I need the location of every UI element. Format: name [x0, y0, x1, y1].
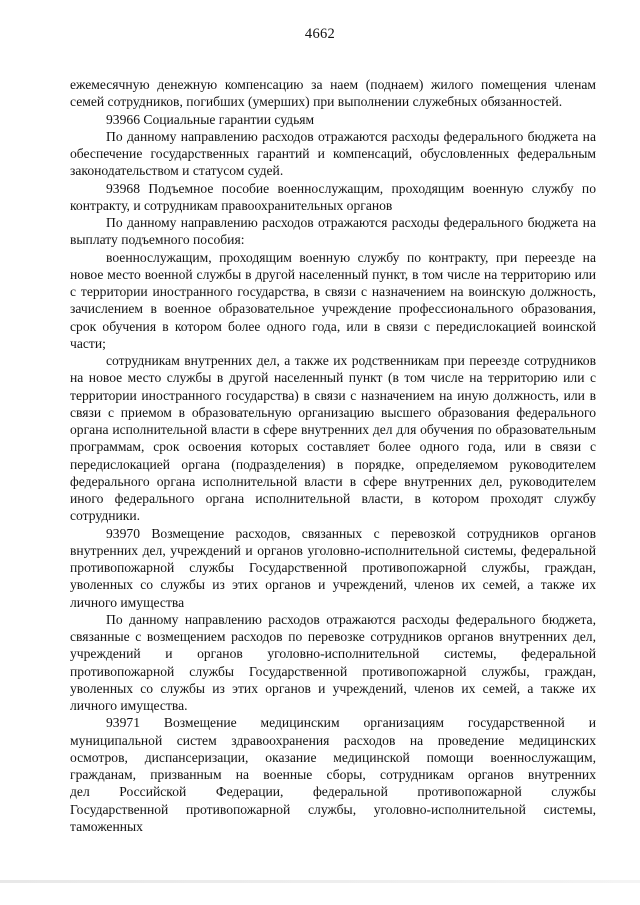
heading-93971: 93971 Возмещение медицинским организациям государственной и муниципальной систем здравоохранения расходов на проведение медицинских осмотров, диспансеризации, оказание медицинской помощи военнослужащим, гражданам, призванным на военные сборы, сотрудникам органов внутренних дел Российской Федерации, федеральной противопожарной службы Государственной противопожарной службы, уголовно-исполнительной системы, таможенных: [70, 715, 596, 834]
paragraph-relocation-allowance-intro: По данному направлению расходов отражаются расходы федерального бюджета на выплату подъемного пособия:: [70, 215, 596, 248]
paragraph-relocation-military: военнослужащим, проходящим военную службу по контракту, при переезде на новое место военной службы в другой населенный пункт, в том числе на территорию или с территории иностранного государства, в связи с назначением на воинскую должность, зачислением в военное образовательное учреждение профессионального образования, срок обучения в котором более одного года, или в связи с передислокацией воинской части;: [70, 249, 596, 351]
paragraph-relocation-police: сотрудникам внутренних дел, а также их родственникам при переезде сотрудников на новое место службы в другой населенный пункт (в том числе на территорию или с территории иностранного государства) в связи с назначением на иную должность, или в связи с приемом в образовательную организацию высшего образования федерального органа исполнительной власти в сфере внутренних дел для обучения по образовательным программам, срок освоения которых составляет более одного года, или в связи с передислокацией органа (подразделения) в порядке, определяемом руководителем федерального органа исполнительной власти в сфере внутренних дел, руководителем иного федерального органа исполнительной власти, в котором проходят службу сотрудники.: [70, 353, 596, 524]
page-number: 4662: [304, 26, 336, 42]
scan-edge-divider: [0, 880, 640, 883]
heading-93968: 93968 Подъемное пособие военнослужащим, проходящим военную службу по контракту, и сотрудникам правоохранительных органов: [70, 180, 596, 213]
paragraph-judges-guarantees: По данному направлению расходов отражаются расходы федерального бюджета на обеспечение государственных гарантий и компенсаций, обусловленных федеральным законодательством и статусом судей.: [70, 128, 596, 179]
heading-93970: 93970 Возмещение расходов, связанных с перевозкой сотрудников органов внутренних дел, учреждений и органов уголовно-исполнительной системы, федеральной противопожарной службы Государственной противопожарной службы, граждан, уволенных со службы из этих органов и учреждений, членов их семей, а также их личного имущества: [70, 525, 596, 610]
paragraph-compensation-end: ежемесячную денежную компенсацию за наем (поднаем) жилого помещения членам семей сотрудников, погибших (умерших) при выполнении служебных обязанностей.: [70, 77, 596, 110]
heading-93966: 93966 Социальные гарантии судьям: [106, 111, 315, 127]
document-body: [70, 76, 596, 835]
paragraph-transport-reimbursement: По данному направлению расходов отражаются расходы федерального бюджета, связанные с возмещением расходов по перевозке сотрудников органов внутренних дел, учреждений и органов уголовно-исполнительной системы, федеральной противопожарной службы Государственной противопожарной службы, граждан, уволенных со службы из этих органов и учреждений, членов их семей, а также их личного имущества.: [70, 611, 596, 713]
